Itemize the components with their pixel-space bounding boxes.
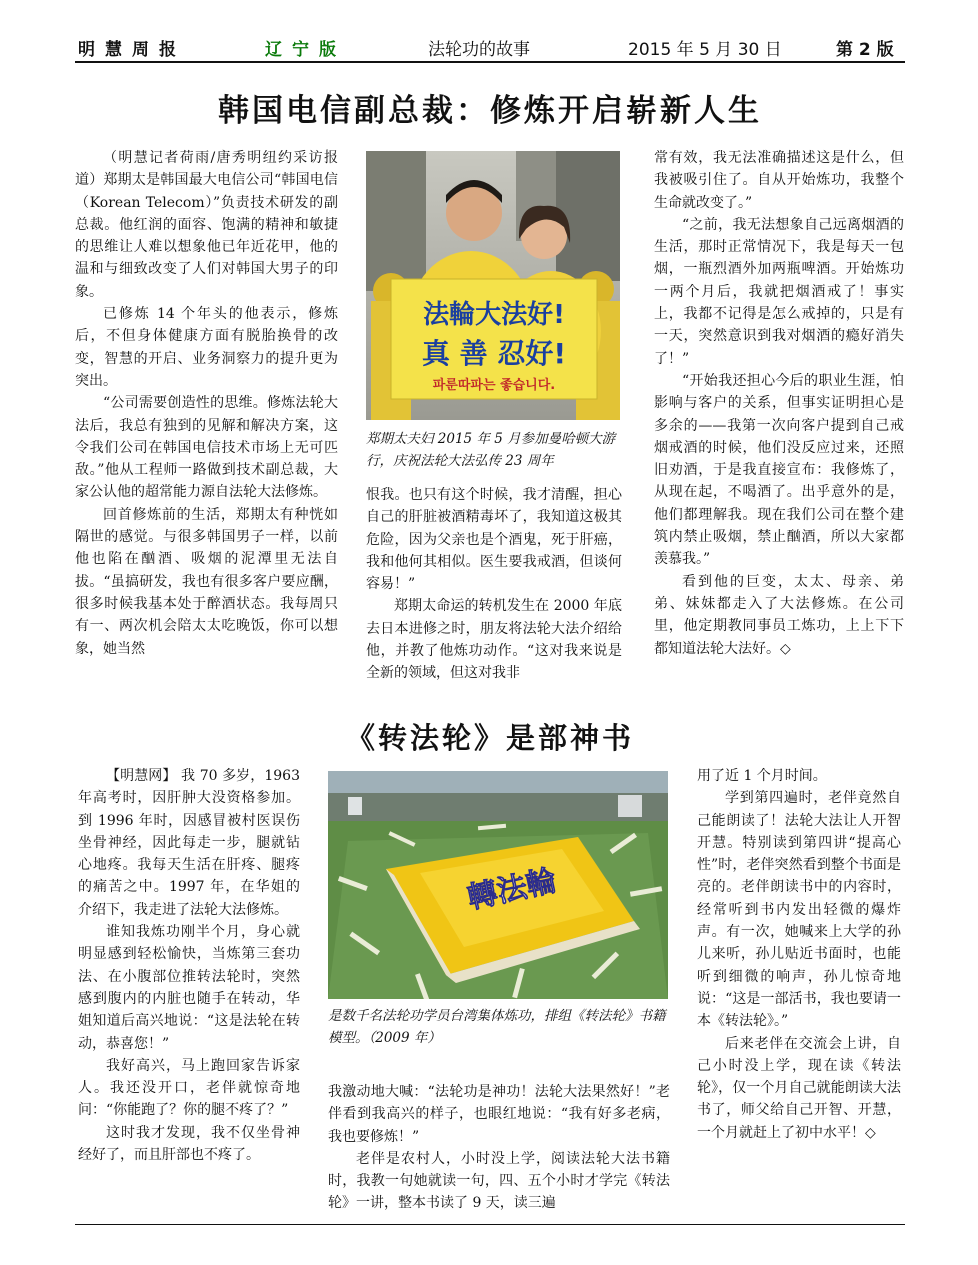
book-cover-text: 轉法輪 bbox=[464, 863, 560, 917]
footer-rule bbox=[75, 1224, 905, 1225]
edition-label: 辽宁版 bbox=[265, 40, 346, 60]
article2-photo bbox=[328, 771, 668, 999]
newspaper-title: 明慧周报 bbox=[78, 40, 186, 60]
paragraph: 回首修炼前的生活，郑期太有种恍如隔世的感觉。与很多韩国男子一样，以前他也陷在酗酒、吸烟的泥潭里无法自拔。“虽搞研发，我也有很多客户要应酬，很多时候我基本处于醉酒状态。我每周只有一、两次机会陪太太吃晚饭，你可以想象，她当然 bbox=[75, 506, 338, 657]
article2-headline: 《转法轮》是部神书 bbox=[345, 721, 634, 755]
paragraph: 用了近 1 个月时间。 bbox=[697, 768, 827, 784]
book-formation-image bbox=[328, 771, 668, 999]
article1-photo-caption: 郑期太夫妇 2015 年 5 月参加曼哈顿大游行，庆祝法轮大法弘传 23 周年 bbox=[366, 431, 616, 469]
article1-column-1 bbox=[75, 147, 338, 660]
paragraph: 谁知我炼功刚半个月，身心就明显感到轻松愉快，当炼第三套功法、在小腹部位推转法轮时，突然感到腹内的内脏也随手在转动，华姐知道后高兴地说：“这是法轮在转动，恭喜您！” bbox=[78, 924, 300, 1052]
article1-column-2 bbox=[366, 484, 622, 685]
paragraph: 恨我。也只有这个时候，我才清醒，担心自己的肝脏被酒精毒坏了，我知道这极其危险，因为父亲也是个酒鬼，死于肝癌，我和他何其相似。医生要我戒酒，但谈何容易！” bbox=[366, 487, 622, 593]
banner-line-3: 파룬따파는 좋습니다. bbox=[432, 378, 556, 393]
page-number: 第 2 版 bbox=[836, 40, 894, 60]
paragraph: 这时我才发现，我不仅坐骨神经好了，而且肝部也不疼了。 bbox=[78, 1124, 300, 1164]
article1-headline: 韩国电信副总裁：修炼开启崭新人生 bbox=[218, 93, 762, 129]
paragraph: “之前，我无法想象自己远离烟酒的生活，那时正常情况下，我是每天一包烟，一瓶烈酒外加两瓶啤酒。开始炼功一两个月后，我就把烟酒戒了！事实上，我都不记得是怎么戒掉的，只是有一天，突然意识到我对烟酒的瘾好消失了！” bbox=[654, 216, 904, 367]
banner-line-1: 法輪大法好! bbox=[423, 300, 565, 330]
paragraph: 后来老伴在交流会上讲，自己小时没上学，现在读《转法轮》，仅一个月自己就能朗读大法书了，师父给自己开智、开慧，一个月就赶上了初中水平！◇ bbox=[697, 1035, 901, 1141]
banner-line-2: 真 善 忍好! bbox=[421, 337, 567, 370]
article1-column-3 bbox=[654, 147, 904, 660]
paragraph: 我好高兴，马上跑回家告诉家人。我还没开口，老伴就惊奇地问：“你能跑了？你的腿不疼了？” bbox=[78, 1057, 300, 1119]
paragraph: 郑期太命运的转机发生在 2000 年底去日本进修之时，朋友将法轮大法介绍给他，并教了他炼功动作。“这对我来说是全新的领域，但这对我非 bbox=[366, 598, 622, 682]
paragraph: “开始我还担心今后的职业生涯，怕影响与客户的关系，但事实证明担心是多余的——我第一次向客户提到自己戒烟戒酒的时候，他们没反应过来，还照旧劝酒，于是我直接宣布：我修炼了，从现在起，不喝酒了。出乎意外的是，他们都理解我。现在我们公司在整个建筑内禁止吸烟，禁止酗酒，所以大家都羡慕我。” bbox=[654, 372, 904, 568]
paragraph: 看到他的巨变，太太、母亲、弟弟、妹妹都走入了大法修炼。在公司里，他定期教同事员工炼功，上上下下都知道法轮大法好。◇ bbox=[654, 573, 904, 657]
paragraph: 常有效，我无法准确描述这是什么，但我被吸引住了。自从开始炼功，我整个生命就改变了。” bbox=[654, 150, 904, 211]
article2-photo-caption: 是数千名法轮功学员台湾集体炼功，排组《转法轮》书籍模型。（2009 年） bbox=[328, 1008, 666, 1046]
paragraph: 【明慧网】 我 70 多岁，1963 年高考时，因肝肿大没资格参加。到 1996 年时，因感冒被村医误伤坐骨神经，因此每走一步，腿就钻心地疼。我每天生活在肝疼、腿疼的痛苦之中。1997 年，在华姐的介绍下，我走进了法轮大法修炼。 bbox=[78, 768, 300, 918]
header-rule bbox=[75, 61, 905, 63]
parade-photo-image bbox=[366, 151, 620, 420]
issue-date: 2015 年 5 月 30 日 bbox=[628, 40, 782, 60]
paragraph: 学到第四遍时，老伴竟然自己能朗读了！法轮大法让人开智开慧。特别读到第四讲“提高心性”时，老伴突然看到整个书面是亮的。老伴朗读书中的内容时，经常听到书内发出轻微的爆炸声。有一次，她喊来上大学的孙儿来听，孙儿贴近书面时，也能听到细微的响声，孙儿惊奇地说：“这是一部活书，我也要请一本《转法轮》。” bbox=[697, 790, 901, 1030]
article2-column-3 bbox=[697, 765, 901, 1144]
section-name: 法轮功的故事 bbox=[428, 40, 530, 60]
paragraph: “公司需要创造性的思维。修炼法轮大法后，我总有独到的见解和解决方案，这令我们公司在韩国电信技术市场上无可匹敌。”他从工程师一路做到技术副总裁，大家公认他的超常能力源自法轮大法修炼。 bbox=[75, 395, 338, 501]
paragraph: （明慧记者荷雨/唐秀明纽约采访报道）郑期太是韩国最大电信公司“韩国电信（Korean Telecom）”负责技术研发的副总裁。他红润的面容、饱满的精神和敏捷的思维让人难以想象他已年近花甲，他的温和与细致改变了人们对韩国大男子的印象。 bbox=[75, 150, 338, 300]
article2-column-1 bbox=[78, 765, 300, 1166]
article1-photo bbox=[366, 151, 620, 420]
paragraph: 老伴是农村人，小时没上学，阅读法轮大法书籍时，我教一句她就读一句，四、五个小时才学完《转法轮》一讲，整本书读了 9 天，读三遍 bbox=[328, 1150, 670, 1212]
paragraph: 我激动地大喊：“法轮功是神功！法轮大法果然好！”老伴看到我高兴的样子，也眼红地说：“我有好多老病，我也要修炼！” bbox=[328, 1084, 670, 1145]
article2-column-2 bbox=[328, 1081, 670, 1215]
paragraph: 已修炼 14 个年头的他表示，修炼后，不但身体健康方面有脱胎换骨的改变，智慧的开启、业务洞察力的提升更为突出。 bbox=[75, 306, 338, 389]
